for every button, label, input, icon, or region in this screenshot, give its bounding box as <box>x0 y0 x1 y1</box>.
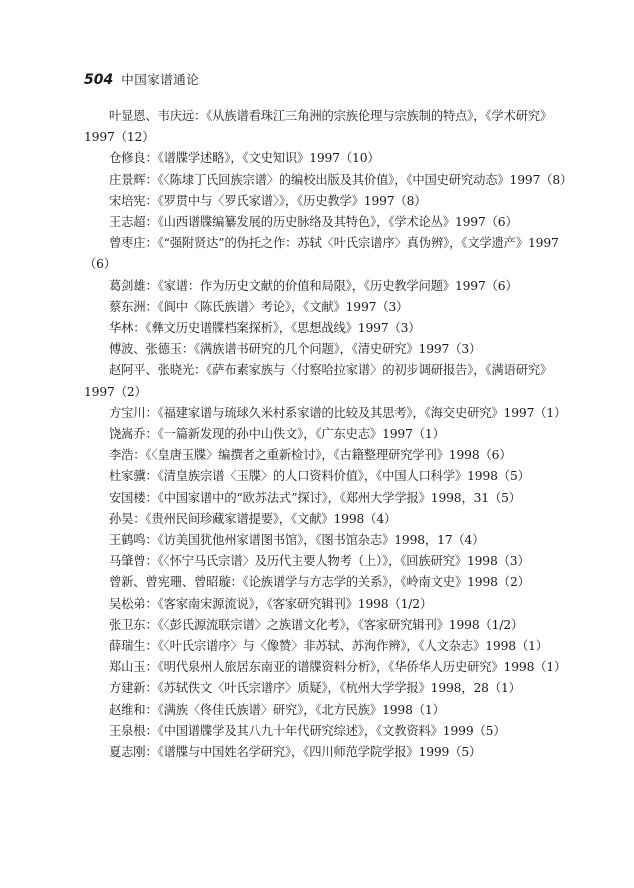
bibliography-entry: 王泉根：《中国谱牒学及其八九十年代研究综述》，《文教资料》1999（5） <box>109 723 506 738</box>
bibliography-entry: 杜家骥：《清皇族宗谱〈玉牒〉的人口资料价值》，《中国人口科学》1998（5） <box>109 469 530 484</box>
bibliography-entry: 安国楼：《中国家谱中的“欧苏法式”探讨》，《郑州大学学报》1998，31（5） <box>109 490 521 505</box>
bibliography-entry: 赵维和：《满族〈佟佳氏族谱〉研究》，《北方民族》1998（1） <box>109 702 445 717</box>
bibliography-entry: 方建新：《苏轼佚文〈叶氏宗谱序〉质疑》，《杭州大学学报》1998，28（1） <box>109 681 521 696</box>
bibliography-entry: 华林：《彝文历史谱牒档案探析》，《思想战线》1997（3） <box>109 321 421 336</box>
bibliography-entry: 曾新、曾宪珊、曾昭璇：《论族谱学与方志学的关系》，《岭南文史》1998（2） <box>109 575 530 590</box>
bibliography-entry: 庄景辉：《〈陈埭丁氏回族宗谱〉的编校出版及其价值》，《中国史研究动态》1997（8） <box>109 172 573 187</box>
book-title: 中国家谱通论 <box>121 72 200 87</box>
bibliography-entry: 赵阿平、张晓光：《萨布素家族与〈付察哈拉家谱〉的初步调研报告》，《满语研究》1997（2） <box>84 363 553 399</box>
bibliography-list <box>84 106 574 763</box>
bibliography-entry: 薛瑞生：《〈叶氏宗谱序〉与〈像赞〉非苏轼、苏洵作辨》，《人文杂志》1998（1） <box>109 639 548 654</box>
bibliography-entry: 蔡东洲：《阆中〈陈氏族谱〉考论》，《文献》1997（3） <box>109 299 409 314</box>
bibliography-entry: 吴松弟：《客家南宋源流说》，《客家研究辑刊》1998（1/2） <box>109 596 433 611</box>
bibliography-entry: 饶嵩乔：《一篇新发现的孙中山佚文》，《广东史志》1997（1） <box>109 427 445 442</box>
bibliography-entry: 曾枣庄：《“强附贤达”的伪托之作：苏轼〈叶氏宗谱序〉真伪辨》，《文学遗产》1997（6） <box>84 236 559 272</box>
bibliography-entry: 夏志刚：《谱牒与中国姓名学研究》，《四川师范学院学报》1999（5） <box>109 745 482 760</box>
page-number: 504 <box>84 72 114 88</box>
bibliography-entry: 王志超：《山西谱牒编纂发展的历史脉络及其特色》，《学术论丛》1997（6） <box>109 215 518 230</box>
bibliography-entry: 方宝川：《福建家谱与琉球久米村系家谱的比较及其思考》，《海交史研究》1997（1） <box>109 405 567 420</box>
bibliography-entry: 傅波、张德玉：《满族谱书研究的几个问题》，《清史研究》1997（3） <box>109 342 482 357</box>
bibliography-entry: 仓修良：《谱牒学述略》，《文史知识》1997（10） <box>109 151 380 166</box>
bibliography-entry: 王鹤鸣：《访美国犹他州家谱图书馆》，《图书馆杂志》1998，17（4） <box>109 533 485 548</box>
bibliography-entry: 宋培宪：《罗贯中与〈罗氏家谱〉》，《历史教学》1997（8） <box>109 193 427 208</box>
bibliography-entry: 张卫东：《〈彭氏源流联宗谱〉之族谱文化考》，《客家研究辑刊》1998（1/2） <box>109 617 524 632</box>
bibliography-entry: 马肇曾：《〈怀宁马氏宗谱〉及历代主要人物考（上）》，《回族研究》1998（3） <box>109 554 530 569</box>
bibliography-entry: 孙昊：《贵州民间珍藏家谱提要》，《文献》1998（4） <box>109 511 397 526</box>
bibliography-entry: 叶显恩、韦庆远：《从族谱看珠江三角洲的宗族伦理与宗族制的特点》，《学术研究》1997（12） <box>84 109 553 145</box>
bibliography-entry: 郑山玉：《明代泉州人旅居东南亚的谱牒资料分析》，《华侨华人历史研究》1998（1） <box>109 660 567 675</box>
bibliography-entry: 李浩：《〈皇唐玉牒〉编撰者之重新检讨》，《古籍整理研究学刊》1998（6） <box>109 448 512 463</box>
bibliography-entry: 葛剑雄：《家谱：作为历史文献的价值和局限》，《历史教学问题》1997（6） <box>109 278 518 293</box>
running-head <box>84 70 199 88</box>
